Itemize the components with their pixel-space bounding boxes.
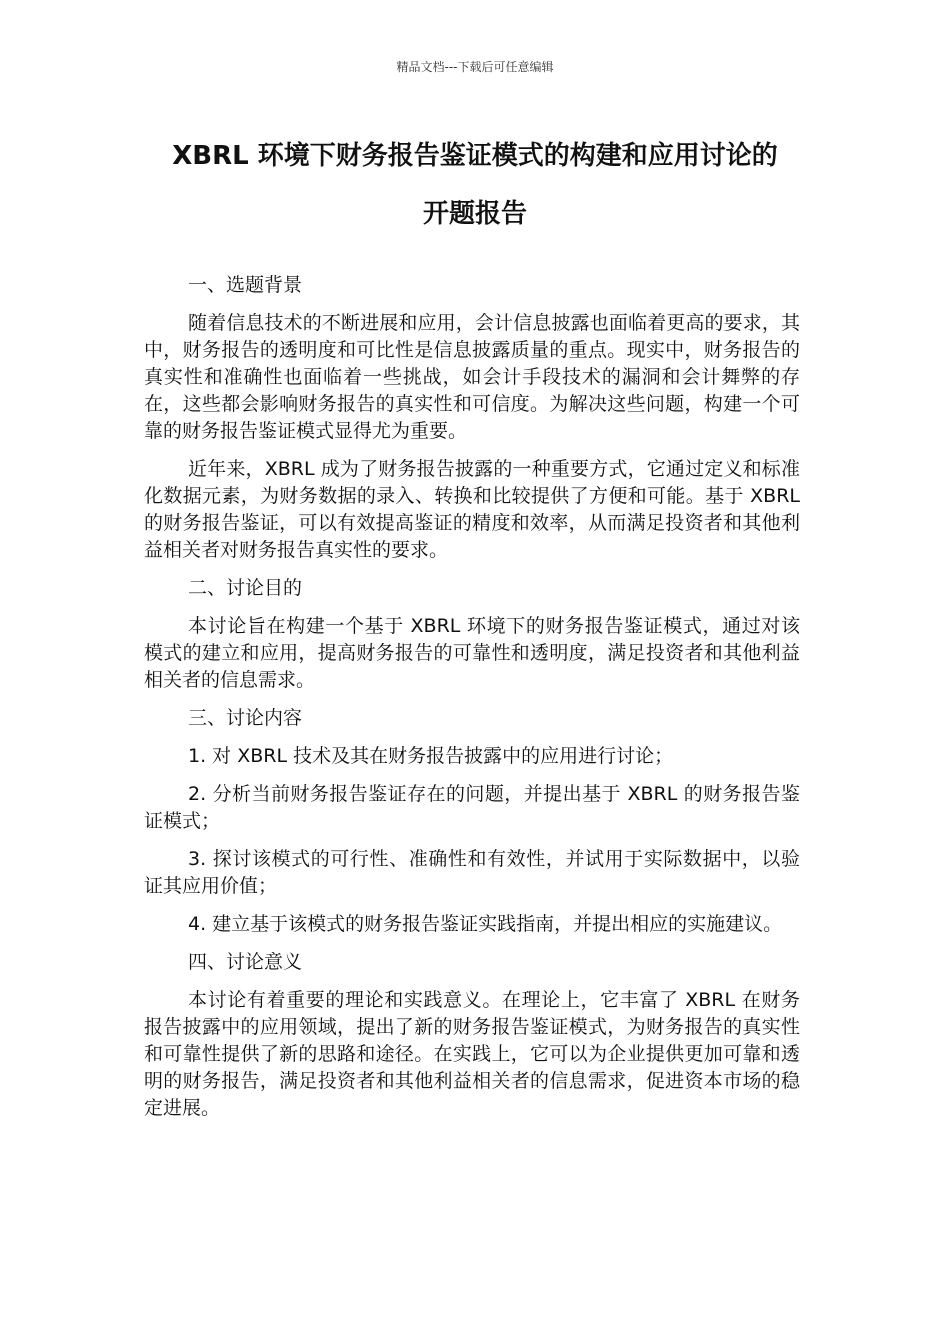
purpose-paragraph: 本讨论旨在构建一个基于 XBRL 环境下的财务报告鉴证模式，通过对该模式的建立和应用，提高财务报告的可靠性和透明度，满足投资者和其他利益相关者的信息需求。 [144,615,800,691]
section-heading-content: 三、讨论内容 [188,707,303,729]
content-list-item: 2. 分析当前财务报告鉴证存在的问题，并提出基于 XBRL 的财务报告鉴证模式； [144,783,800,832]
content-list-item: 3. 探讨该模式的可行性、准确性和有效性，并试用于实际数据中，以验证其应用价值； [144,848,800,897]
header-note: 精品文档---下载后可任意编辑 [396,60,554,74]
section-heading-significance: 四、讨论意义 [188,951,303,973]
background-paragraph-2: 近年来，XBRL 成为了财务报告披露的一种重要方式，它通过定义和标准化数据元素，为财务数据的录入、转换和比较提供了方便和可能。基于 XBRL 的财务报告鉴证，可以有效提高鉴证的精度和效率，从而满足投资者和其他利益相关者对财务报告真实性的要求。 [144,458,800,561]
content-list-item: 1. 对 XBRL 技术及其在财务报告披露中的应用进行讨论； [188,745,674,767]
significance-paragraph: 本讨论有着重要的理论和实践意义。在理论上，它丰富了 XBRL 在财务报告披露中的应用领域，提出了新的财务报告鉴证模式，为财务报告的真实性和可靠性提供了新的思路和途径。在实践上，它可以为企业提供更加可靠和透明的财务报告，满足投资者和其他利益相关者的信息需求，促进资本市场的稳定进展。 [144,989,800,1119]
document-body [144,272,800,1133]
background-paragraph-1: 随着信息技术的不断进展和应用，会计信息披露也面临着更高的要求，其中，财务报告的透明度和可比性是信息披露质量的重点。现实中，财务报告的真实性和准确性也面临着一些挑战，如会计手段技术的漏洞和会计舞弊的存在，这些都会影响财务报告的真实性和可信度。为解决这些问题，构建一个可靠的财务报告鉴证模式显得尤为重要。 [144,312,800,442]
document-title-line-1: XBRL 环境下财务报告鉴证模式的构建和应用讨论的 [172,141,778,171]
section-heading-background: 一、选题背景 [188,274,303,296]
document-title-line-2: 开题报告 [422,199,527,229]
content-list-item: 4. 建立基于该模式的财务报告鉴证实践指南，并提出相应的实施建议。 [188,913,783,935]
section-heading-purpose: 二、讨论目的 [188,577,303,599]
